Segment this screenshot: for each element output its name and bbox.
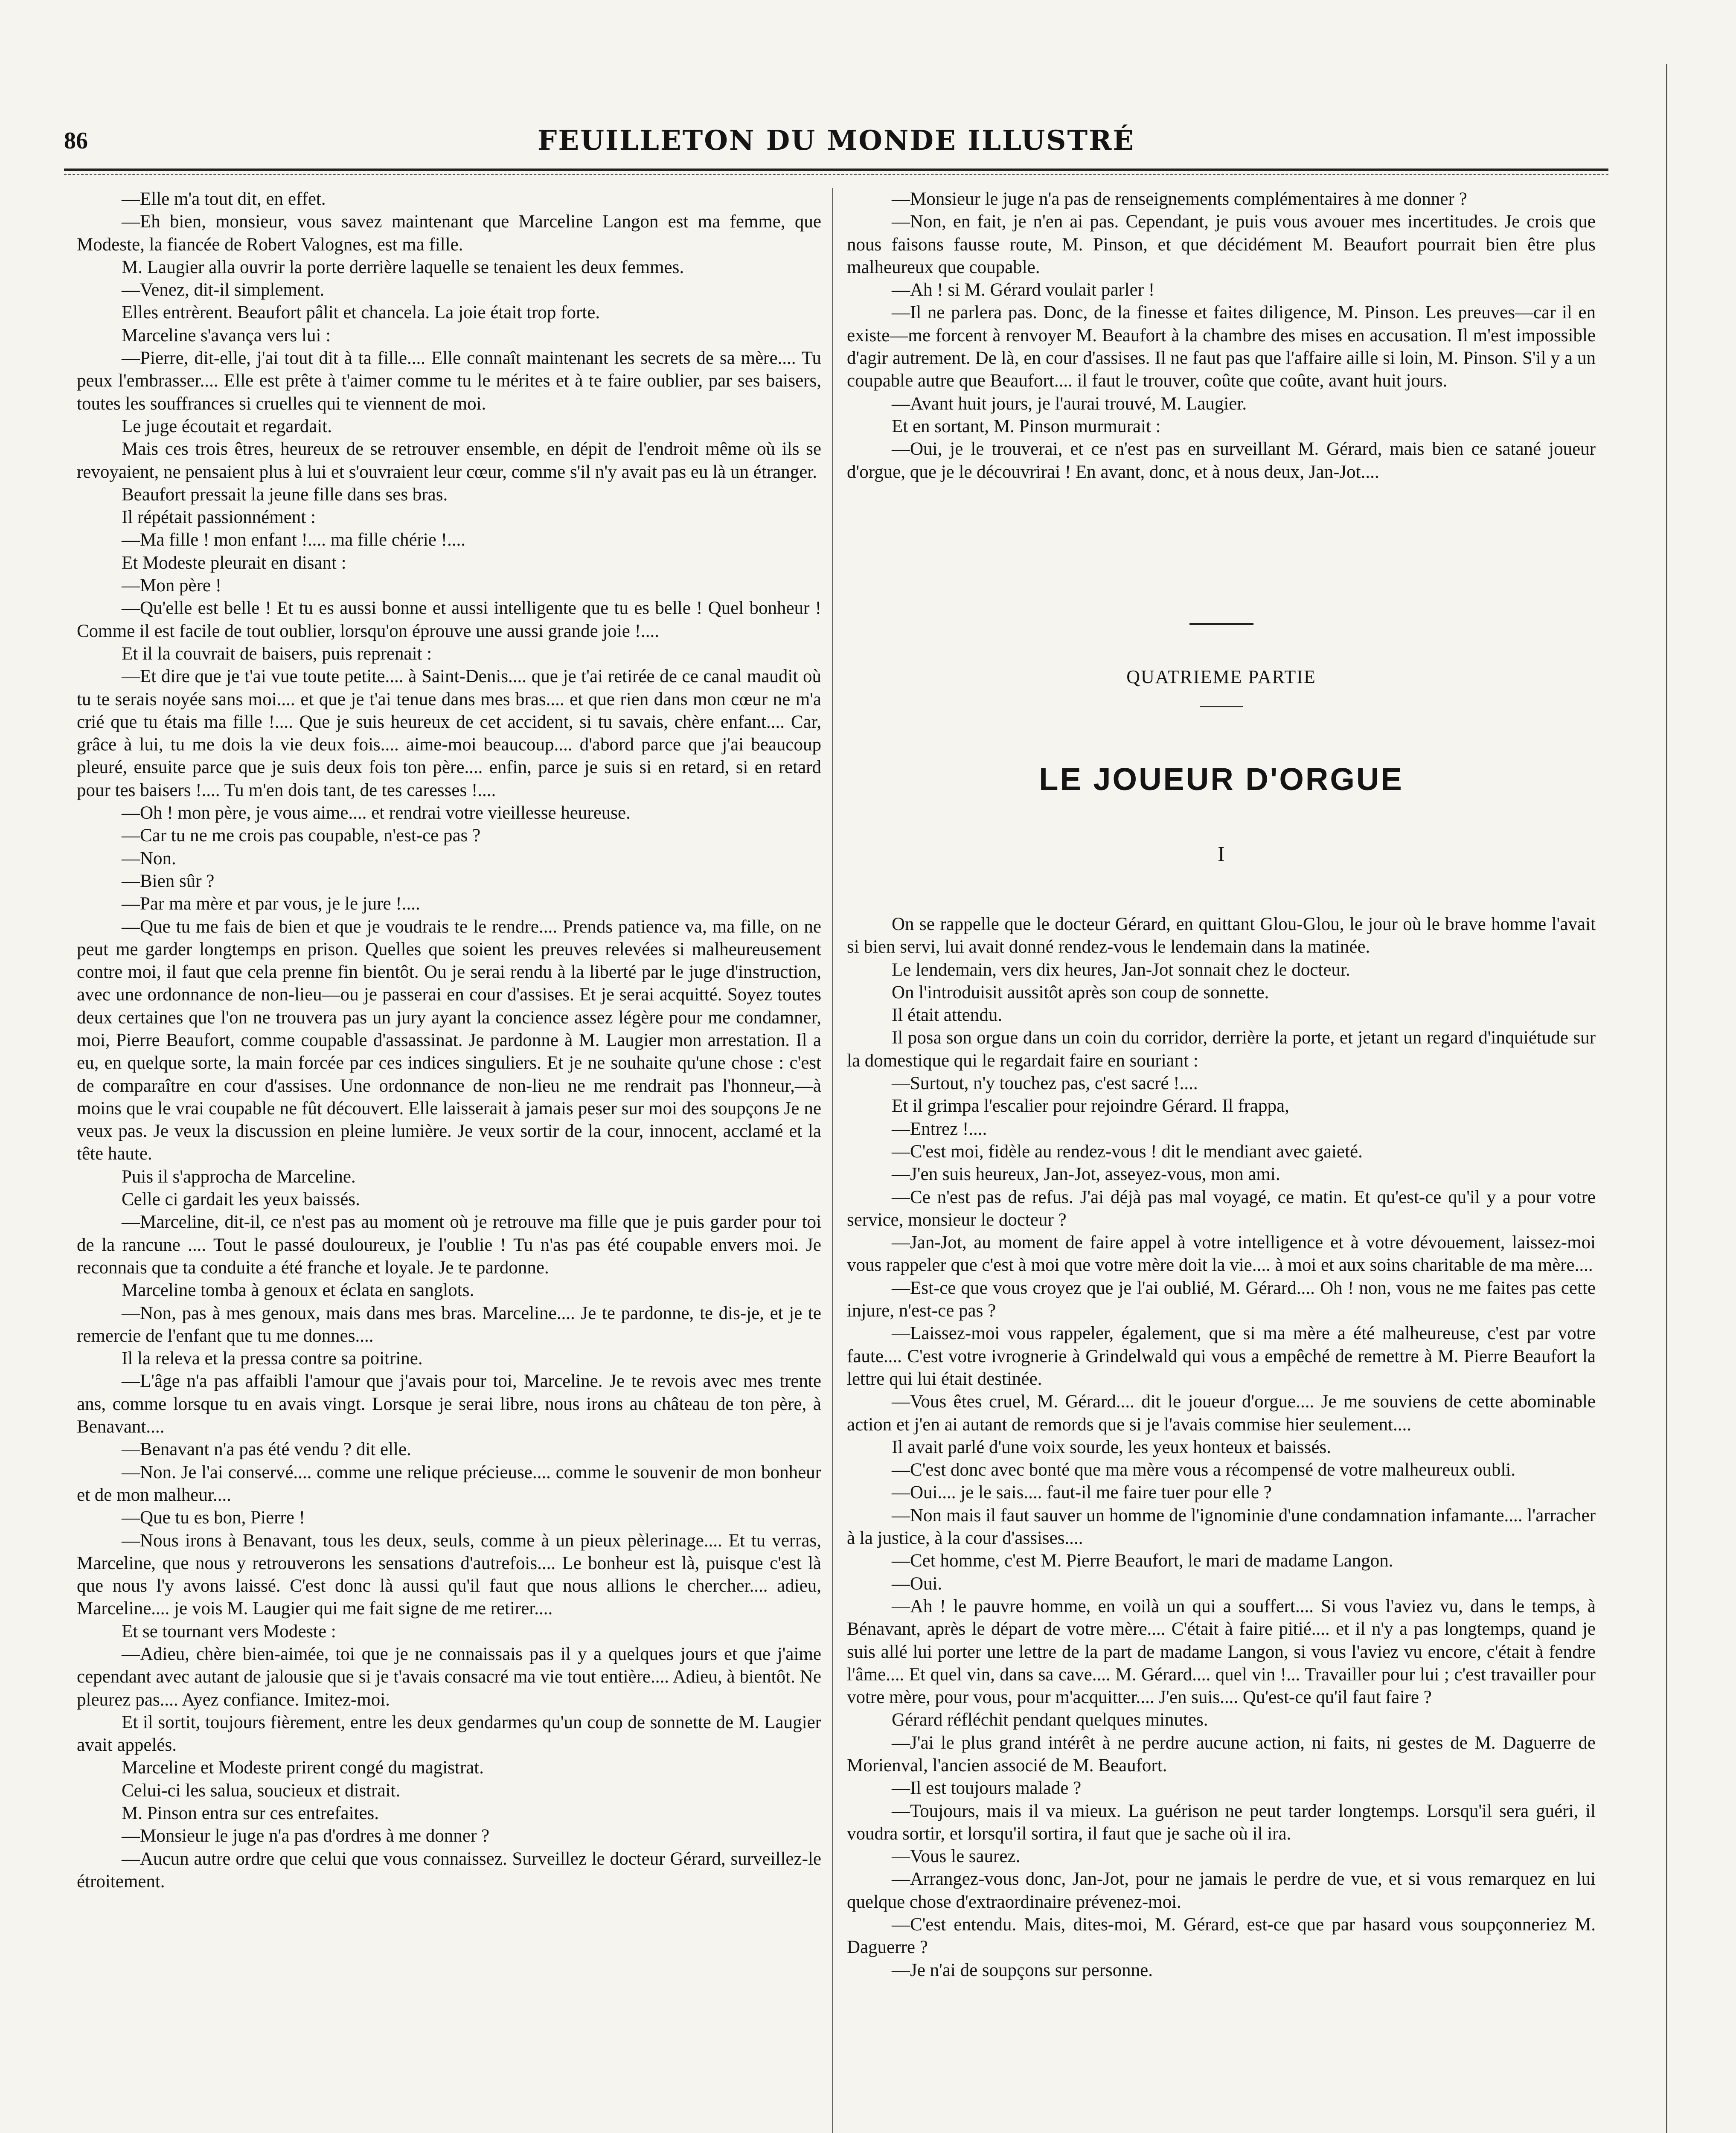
- paragraph: —Adieu, chère bien-aimée, toi que je ne connaissais pas il y a quelques jours et que j'aime cependant avec autant de jalousie que si je t'avais consacré ma vie tout entière.... Adieu, à bientôt. Ne pleurez pas.... Ayez confiance. Imitez-moi.: [77, 1644, 821, 1710]
- paragraph: —Bien sûr ?: [122, 871, 215, 891]
- paragraph: Elles entrèrent. Beaufort pâlit et chancela. La joie était trop forte.: [122, 302, 600, 323]
- paragraph: Il répétait passionnément :: [122, 507, 316, 528]
- paragraph: —Oh ! mon père, je vous aime.... et rendrai votre vieillesse heureuse.: [122, 803, 631, 823]
- paragraph: —Cet homme, c'est M. Pierre Beaufort, le mari de madame Langon.: [892, 1551, 1393, 1571]
- paragraph: —C'est entendu. Mais, dites-moi, M. Gérard, est-ce que par hasard vous soupçonneriez M. Daguerre ?: [847, 1915, 1596, 1958]
- story-title: LE JOUEUR D'ORGUE: [1039, 761, 1404, 797]
- paragraph: —J'en suis heureux, Jan-Jot, asseyez-vous, mon ami.: [892, 1164, 1280, 1185]
- paragraph: Et se tournant vers Modeste :: [122, 1621, 336, 1642]
- paragraph: —Il ne parlera pas. Donc, de la finesse et faites diligence, M. Pinson. Les preuves—car il en existe—me forcent à renvoyer M. Beaufort à la chambre des mises en accusation. Il m'est impossible d'agir autrement. De là, en cour d'assises. Il ne faut pas que l'affaire aille si loin, M. Pinson. S'il y a un coupable autre que Beaufort.... il faut le trouver, coûte que coûte, avant huit jours.: [847, 302, 1596, 391]
- paragraph: —Arrangez-vous donc, Jan-Jot, pour ne jamais le perdre de vue, et si vous remarquez en lui quelque chose d'extraordinaire prévenez-moi.: [847, 1869, 1596, 1912]
- paragraph: —Il est toujours malade ?: [892, 1778, 1082, 1799]
- paragraph: —Nous irons à Benavant, tous les deux, seuls, comme à un pieux pèlerinage.... Et tu verras, Marceline, que nous y retrouverons les sensations d'autrefois.... Le bonheur est là, puisque c'est là que nous l'y avons laissé. C'est donc là aussi qu'il faut que nous allions le chercher.... adieu, Marceline.... je vois M. Laugier qui me fait signe de me retirer....: [77, 1530, 821, 1619]
- part-heading: QUATRIEME PARTIE: [1126, 666, 1316, 687]
- paragraph: Il posa son orgue dans un coin du corridor, derrière la porte, et jetant un regard d'inquiétude sur la domestique qui le regardait faire en souriant :: [847, 1028, 1596, 1071]
- paragraph: —Ce n'est pas de refus. J'ai déjà pas mal voyagé, ce matin. Et qu'est-ce qu'il y a pour votre service, monsieur le docteur ?: [847, 1187, 1596, 1230]
- part-separator-rule: [847, 623, 1596, 625]
- header-rule: [64, 169, 1608, 171]
- paragraph: —Surtout, n'y touchez pas, c'est sacré !....: [892, 1073, 1198, 1094]
- paragraph: —Car tu ne me crois pas coupable, n'est-ce pas ?: [122, 825, 481, 846]
- paragraph: —Elle m'a tout dit, en effet.: [122, 189, 326, 209]
- left-column: [77, 188, 821, 1893]
- paragraph: —Non. Je l'ai conservé.... comme une relique précieuse.... comme le souvenir de mon bonheur et de mon malheur....: [77, 1462, 821, 1505]
- paragraph: Et il grimpa l'escalier pour rejoindre Gérard. Il frappa,: [892, 1096, 1289, 1116]
- paragraph: —Marceline, dit-il, ce n'est pas au moment où je retrouve ma fille que je puis garder pour toi de la rancune .... Tout le passé douloureux, je l'oublie ! Tu n'as pas été coupable envers moi. Je reconnais que ta conduite a été franche et loyale. Je te pardonne.: [77, 1212, 821, 1278]
- paragraph: —Vous êtes cruel, M. Gérard.... dit le joueur d'orgue.... Je me souviens de cette abominable action et j'en ai autant de remords que si je l'avais commise hier seulement....: [847, 1392, 1596, 1435]
- paragraph: —J'ai le plus grand intérêt à ne perdre aucune action, ni faits, ni gestes de M. Daguerre de Morienval, l'ancien associé de M. Beaufort.: [847, 1732, 1596, 1776]
- chapter-number: I: [1218, 842, 1225, 866]
- paragraph: Beaufort pressait la jeune fille dans ses bras.: [122, 484, 448, 505]
- paragraph: On se rappelle que le docteur Gérard, en quittant Glou-Glou, le jour où le brave homme l'avait si bien servi, lui avait donné rendez-vous le lendemain dans la matinée.: [847, 914, 1596, 957]
- paragraph: —Jan-Jot, au moment de faire appel à votre intelligence et à votre dévouement, laissez-moi vous rappeler que c'est à moi que votre mère doit la vie.... à moi et aux soins charitable de ma mère....: [847, 1232, 1596, 1276]
- paragraph: Le juge écoutait et regardait.: [122, 416, 332, 436]
- paragraph: On l'introduisit aussitôt après son coup de sonnette.: [892, 982, 1269, 1003]
- paragraph: M. Laugier alla ouvrir la porte derrière laquelle se tenaient les deux femmes.: [122, 257, 684, 277]
- story-text: [847, 913, 1596, 1982]
- paragraph: Et il sortit, toujours fièrement, entre les deux gendarmes qu'un coup de sonnette de M. Laugier avait appelés.: [77, 1712, 821, 1755]
- paragraph: —Aucun autre ordre que celui que vous connaissez. Surveillez le docteur Gérard, surveillez-le étroitement.: [77, 1848, 821, 1892]
- page-header: [64, 124, 1608, 171]
- paragraph: —Et dire que je t'ai vue toute petite.... à Saint-Denis.... que je t'ai retirée de ce canal maudit où tu te serais noyée sans moi.... et que je t'ai tenue dans mes bras.... et que rien dans mon cœur ne m'a crié que tu étais ma fille !.... Que je suis heureux de cet accident, si tu savais, chère enfant.... Car, grâce à lui, tu me dois la vie deux fois.... aime-moi beaucoup.... d'abord parce que j'ai beaucoup pleuré, ensuite parce que je suis deux fois ton père.... enfin, parce je suis si en retard, si en retard pour tes baisers !.... Tu m'en dois tant, de tes caresses !....: [77, 666, 821, 800]
- paragraph: —Avant huit jours, je l'aurai trouvé, M. Laugier.: [892, 393, 1247, 414]
- paragraph: Il la releva et la pressa contre sa poitrine.: [122, 1348, 423, 1369]
- paragraph: —Est-ce que vous croyez que je l'ai oublié, M. Gérard.... Oh ! non, vous ne me faites pas cette injure, n'est-ce pas ?: [847, 1278, 1596, 1321]
- paragraph: —Entrez !....: [892, 1119, 987, 1139]
- page-margin-line: [1666, 64, 1667, 2133]
- paragraph: Le lendemain, vers dix heures, Jan-Jot sonnait chez le docteur.: [892, 959, 1350, 980]
- paragraph: —Que tu me fais de bien et que je voudrais te le rendre.... Prends patience va, ma fille, on ne peut me garder longtemps en prison. Quelles que soient les preuves relevées si malheureusement contre moi, il faut que cela prenne fin bientôt. Ou je serai rendu à la liberté par le juge d'instruction, avec une ordonnance de non-lieu—ou je passerai en cour d'assises. Et je serai acquitté. Soyez toutes deux certaines que l'on ne trouvera pas un jury ayant la concience assez légère pour me condamner, moi, Pierre Beaufort, comme coupable d'assassinat. Je pardonne à M. Laugier mon arrestation. Il a eu, en quelque sorte, la main forcée par ces indices singuliers. Et je ne souhaite qu'une chose : c'est de comparaître en cour d'assises. Une ordonnance de non-lieu ne me rendrait pas l'honneur,—à moins que le vrai coupable ne fût découvert. Elle laisserait à jamais peser sur moi des soupçons Je ne veux pas. Je veux la discussion en pleine lumière. Je veux sortir de la cour, innocent, acclamé et la tête haute.: [77, 916, 821, 1164]
- paragraph: —Que tu es bon, Pierre !: [122, 1508, 305, 1528]
- paragraph: Et Modeste pleurait en disant :: [122, 552, 346, 573]
- paragraph: Marceline s'avança vers lui :: [122, 325, 331, 346]
- paragraph: Celle ci gardait les yeux baissés.: [122, 1189, 360, 1210]
- paragraph: —Ah ! si M. Gérard voulait parler !: [892, 280, 1155, 300]
- paragraph: —Toujours, mais il va mieux. La guérison ne peut tarder longtemps. Lorsqu'il sera guéri, il voudra sortir, et lorsqu'il sortira, il faut que je sache où il ira.: [847, 1801, 1596, 1844]
- paragraph: Puis il s'approcha de Marceline.: [122, 1166, 356, 1187]
- paragraph: Il était attendu.: [892, 1005, 1003, 1026]
- paragraph: —Monsieur le juge n'a pas de renseignements complémentaires à me donner ?: [892, 189, 1467, 209]
- paragraph: —Oui.... je le sais.... faut-il me faire tuer pour elle ?: [892, 1482, 1272, 1503]
- page-number: 86: [64, 128, 88, 154]
- header-rule-dashed: [64, 174, 1608, 175]
- paragraph: —Non, pas à mes genoux, mais dans mes bras. Marceline.... Je te pardonne, te dis-je, et je te remercie de l'enfant que tu me donnes....: [77, 1303, 821, 1346]
- part-small-rule: [847, 706, 1596, 707]
- paragraph: —Non.: [122, 848, 176, 869]
- column-divider: [832, 188, 833, 2133]
- paragraph: —Non, en fait, je n'en ai pas. Cependant, je puis vous avouer mes incertitudes. Je crois que nous faisons fausse route, M. Pinson, et que décidément M. Beaufort pourrait bien être plus malheureux que coupable.: [847, 212, 1596, 277]
- paragraph: —L'âge n'a pas affaibli l'amour que j'avais pour toi, Marceline. Je te revois avec mes trente ans, comme lorsque tu en avais vingt. Lorsque je serai libre, nous irons au château de ton père, à Benavant....: [77, 1371, 821, 1437]
- paragraph: Marceline et Modeste prirent congé du magistrat.: [122, 1758, 484, 1778]
- paragraph: —Benavant n'a pas été vendu ? dit elle.: [122, 1439, 411, 1460]
- paragraph: —Monsieur le juge n'a pas d'ordres à me donner ?: [122, 1826, 490, 1846]
- paragraph: —Oui.: [892, 1573, 942, 1594]
- paragraph: Celui-ci les salua, soucieux et distrait.: [122, 1780, 401, 1801]
- paragraph: —C'est moi, fidèle au rendez-vous ! dit le mendiant avec gaieté.: [892, 1141, 1363, 1162]
- paragraph: —Mon père !: [122, 575, 222, 596]
- paragraph: —Par ma mère et par vous, je le jure !....: [122, 894, 420, 914]
- paragraph: —Venez, dit-il simplement.: [122, 280, 325, 300]
- paragraph: —Je n'ai de soupçons sur personne.: [892, 1960, 1153, 1980]
- paragraph: —Non mais il faut sauver un homme de l'ignominie d'une condamnation infamante.... l'arracher à la justice, à la cour d'assises....: [847, 1505, 1596, 1549]
- paragraph: —Oui, je le trouverai, et ce n'est pas en surveillant M. Gérard, mais bien ce satané joueur d'orgue, que je le découvrirai ! En avant, donc, et à nous deux, Jan-Jot....: [847, 439, 1596, 482]
- right-column-continuation: [847, 188, 1596, 483]
- paragraph: —Qu'elle est belle ! Et tu es aussi bonne et aussi intelligente que tu es belle ! Quel bonheur ! Comme il est facile de tout oublier, lorsqu'on éprouve une aussi grande joie !....: [77, 598, 821, 641]
- paragraph: —Eh bien, monsieur, vous savez maintenant que Marceline Langon est ma femme, que Modeste, la fiancée de Robert Valognes, est ma fille.: [77, 212, 821, 255]
- paragraph: —C'est donc avec bonté que ma mère vous a récompensé de votre malheureux oubli.: [892, 1460, 1516, 1480]
- paragraph: M. Pinson entra sur ces entrefaites.: [122, 1803, 379, 1824]
- paragraph: —Laissez-moi vous rappeler, également, que si ma mère a été malheureuse, c'est par votre faute.... C'est votre ivrognerie à Grindelwald qui vous a empêché de remettre à M. Pierre Beaufort la lettre qui lui était destinée.: [847, 1323, 1596, 1389]
- paragraph: Il avait parlé d'une voix sourde, les yeux honteux et baissés.: [892, 1437, 1331, 1457]
- paragraph: —Vous le saurez.: [892, 1846, 1021, 1867]
- running-title: FEUILLETON DU MONDE ILLUSTRÉ: [537, 125, 1135, 157]
- paragraph: Marceline tomba à genoux et éclata en sanglots.: [122, 1280, 474, 1301]
- paragraph: Mais ces trois êtres, heureux de se retrouver ensemble, en dépit de l'endroit même où ils se revoyaient, ne pensaient plus à lui et s'ouvraient leur cœur, comme s'il n'y avait pas eu là un étranger.: [77, 439, 821, 482]
- paragraph: Gérard réfléchit pendant quelques minutes.: [892, 1710, 1208, 1730]
- paragraph: Et il la couvrait de baisers, puis reprenait :: [122, 643, 432, 664]
- paragraph: Et en sortant, M. Pinson murmurait :: [892, 416, 1161, 436]
- paragraph: —Ma fille ! mon enfant !.... ma fille chérie !....: [122, 530, 465, 550]
- paragraph: —Ah ! le pauvre homme, en voilà un qui a souffert.... Si vous l'aviez vu, dans le temps, à Bénavant, après le départ de votre mère.... C'était à faire pitié.... et il n'y a pas longtemps, quand je suis allé lui porter une lettre de la part de madame Langon, si vous l'aviez vu encore, c'était à fendre l'âme.... Et quel vin, dans sa cave.... M. Gérard.... quel vin !... Travailler pour lui ; c'est travailler pour votre mère, pour vous, pour m'acquitter.... J'en suis.... Qu'est-ce qu'il faut faire ?: [847, 1596, 1596, 1708]
- paragraph: —Pierre, dit-elle, j'ai tout dit à ta fille.... Elle connaît maintenant les secrets de sa mère.... Tu peux l'embrasser.... Elle est prête à t'aimer comme tu le mérites et à te faire oublier, par ses baisers, toutes les souffrances si cruelles qui te viennent de moi.: [77, 348, 821, 414]
